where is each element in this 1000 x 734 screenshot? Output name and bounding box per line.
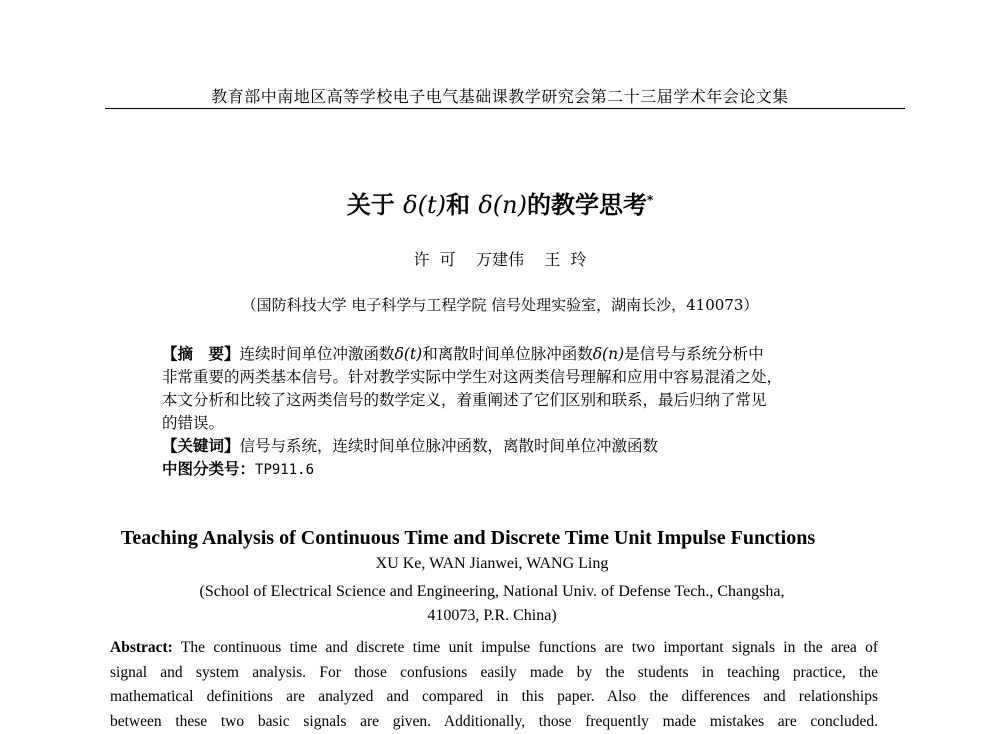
title-prefix: 关于: [347, 191, 395, 219]
running-head: 教育部中南地区高等学校电子电气基础课教学研究会第二十三届学术年会论文集: [0, 84, 1000, 107]
classification: [162, 458, 842, 482]
abstract-en-line-4: between these two basic signals are given. Additionally, those frequently made mistakes are concluded.: [110, 710, 878, 734]
authors-cn: 许 可 万建伟 王 玲: [0, 247, 1000, 270]
paper-title: [0, 185, 1000, 220]
abstract-cn-text: 连续时间单位冲激函数: [240, 345, 395, 363]
abstract-en-line-3: mathematical definitions are analyzed and compared in this paper. Also the differences and relationships: [110, 685, 878, 710]
abstract-cn-text: 是信号与系统分析中: [624, 345, 764, 363]
title-delta-t: δ(t): [403, 191, 446, 219]
abstract-en-text: The continuous time and discrete time unit impulse functions are two important signals in the area of: [181, 639, 878, 656]
abstract-en-label: Abstract:: [110, 639, 173, 656]
classification-code: TP911.6: [255, 462, 314, 478]
keywords-label: 【关键词】: [162, 437, 240, 455]
keywords-text: 信号与系统，连续时间单位脉冲函数，离散时间单位冲激函数: [240, 437, 659, 455]
abstract-cn-text: 和离散时间单位脉冲函数: [422, 345, 593, 363]
abstract-cn-line-4: 的错误。: [162, 412, 842, 435]
title-delta-n: δ(n): [478, 191, 527, 219]
abstract-en: [110, 636, 878, 734]
title-footnote-mark: *: [647, 193, 653, 207]
affiliation-en: [0, 580, 992, 628]
abstract-en-line-2: signal and system analysis. For those confusions easily made by the students in teaching practice, the: [110, 661, 878, 686]
abstract-cn-line-1: [162, 343, 842, 366]
affiliation-en-line-2: 410073, P.R. China): [0, 604, 992, 628]
abstract-en-line-1: [110, 636, 878, 661]
affiliation-en-line-1: (School of Electrical Science and Engineering, National Univ. of Defense Tech., Changsha,: [0, 580, 992, 604]
abstract-cn-block: [162, 343, 842, 482]
paper-title-en: Teaching Analysis of Continuous Time and Discrete Time Unit Impulse Functions: [0, 527, 968, 550]
abstract-cn-line-3: 本文分析和比较了这两类信号的数学定义，着重阐述了它们区别和联系，最后归纳了常见: [162, 389, 842, 412]
affiliation-cn: （国防科技大学 电子科学与工程学院 信号处理实验室，湖南长沙，410073）: [0, 294, 1000, 315]
header-rule: [105, 108, 905, 109]
abstract-delta-n: δ(n): [593, 345, 624, 363]
abstract-cn-line-2: 非常重要的两类基本信号。针对教学实际中学生对这两类信号理解和应用中容易混淆之处，: [162, 366, 842, 389]
keywords-cn: [162, 435, 842, 458]
title-connector: 和: [446, 191, 470, 219]
title-suffix: 的教学思考: [527, 191, 647, 219]
classification-label: 中图分类号：: [162, 460, 255, 478]
authors-en: XU Ke, WAN Jianwei, WANG Ling: [0, 555, 992, 573]
abstract-delta-t: δ(t): [395, 345, 423, 363]
abstract-cn-label: 【摘 要】: [162, 345, 240, 363]
